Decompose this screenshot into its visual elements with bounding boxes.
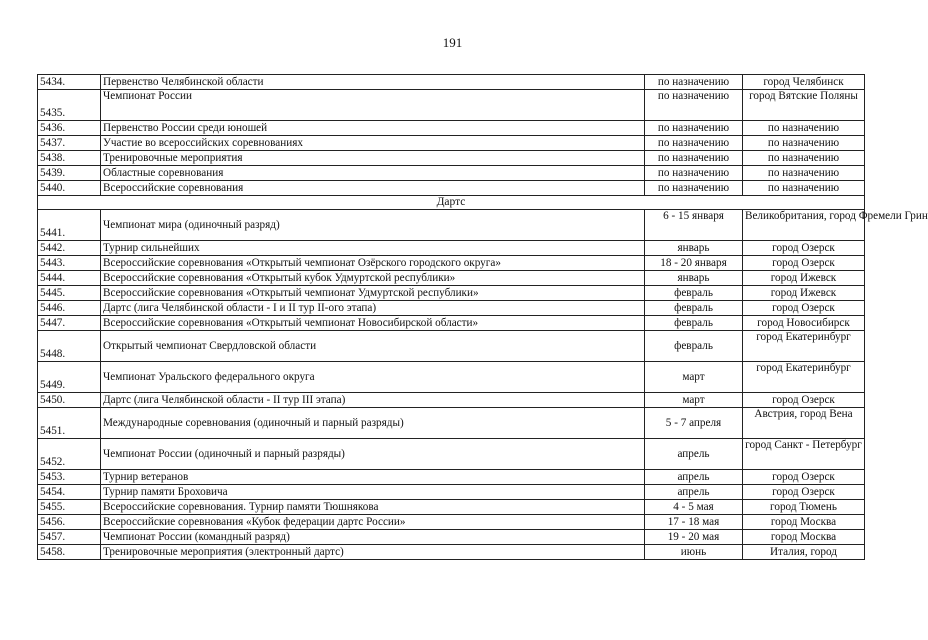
event-date: апрель (645, 470, 743, 485)
event-date: март (645, 362, 743, 393)
row-number: 5437. (38, 136, 101, 151)
table-row (38, 241, 865, 256)
event-place: город Озерск (743, 256, 865, 271)
table-row (38, 500, 865, 515)
table-row (38, 470, 865, 485)
event-place: по назначению (743, 136, 865, 151)
event-place: по назначению (743, 151, 865, 166)
table-row (38, 151, 865, 166)
row-number: 5445. (38, 286, 101, 301)
event-place: Италия, город (743, 545, 865, 560)
event-place: город Новосибирск (743, 316, 865, 331)
table-row (38, 271, 865, 286)
event-name: Всероссийские соревнования «Открытый чемпионат Озёрского городского округа» (101, 256, 645, 271)
event-date: февраль (645, 316, 743, 331)
event-date: 4 - 5 мая (645, 500, 743, 515)
event-date: 18 - 20 января (645, 256, 743, 271)
row-number: 5447. (38, 316, 101, 331)
event-place: город Екатеринбург (743, 331, 865, 362)
row-number: 5458. (38, 545, 101, 560)
event-place: город Екатеринбург (743, 362, 865, 393)
table-row (38, 136, 865, 151)
table-row (38, 90, 865, 121)
row-number: 5440. (38, 181, 101, 196)
event-name: Областные соревнования (101, 166, 645, 181)
row-number: 5451. (38, 408, 101, 439)
event-place: город Озерск (743, 470, 865, 485)
row-number: 5441. (38, 210, 101, 241)
table-row (38, 166, 865, 181)
event-name: Всероссийские соревнования «Открытый чемпионат Удмуртской республики» (101, 286, 645, 301)
table-row (38, 515, 865, 530)
event-place: город Озерск (743, 241, 865, 256)
event-place: Австрия, город Вена (743, 408, 865, 439)
row-number: 5449. (38, 362, 101, 393)
event-name: Чемпионат России (командный разряд) (101, 530, 645, 545)
section-title: Дартс (38, 196, 865, 210)
row-number: 5434. (38, 75, 101, 90)
table-row (38, 408, 865, 439)
event-date: апрель (645, 485, 743, 500)
event-place: город Тюмень (743, 500, 865, 515)
event-place: город Москва (743, 515, 865, 530)
event-name: Открытый чемпионат Свердловской области (101, 331, 645, 362)
event-name: Чемпионат России (одиночный и парный разряды) (101, 439, 645, 470)
event-name: Всероссийские соревнования «Открытый чемпионат Новосибирской области» (101, 316, 645, 331)
event-place: город Ижевск (743, 271, 865, 286)
table-row (38, 181, 865, 196)
table-row (38, 121, 865, 136)
event-date: по назначению (645, 181, 743, 196)
event-date: апрель (645, 439, 743, 470)
event-date: январь (645, 241, 743, 256)
event-date: по назначению (645, 136, 743, 151)
row-number: 5435. (38, 90, 101, 121)
event-place: город Санкт - Петербург (743, 439, 865, 470)
event-name: Турнир ветеранов (101, 470, 645, 485)
event-place: город Озерск (743, 485, 865, 500)
event-date: 6 - 15 января (645, 210, 743, 241)
table-row (38, 485, 865, 500)
table-row (38, 362, 865, 393)
event-date: 19 - 20 мая (645, 530, 743, 545)
row-number: 5438. (38, 151, 101, 166)
table-row (38, 331, 865, 362)
row-number: 5448. (38, 331, 101, 362)
event-place: по назначению (743, 181, 865, 196)
section-header (38, 196, 865, 210)
events-table (37, 74, 928, 560)
event-name: Первенство России среди юношей (101, 121, 645, 136)
table-row (38, 316, 865, 331)
row-number: 5443. (38, 256, 101, 271)
row-number: 5452. (38, 439, 101, 470)
event-name: Турнир сильнейших (101, 241, 645, 256)
event-name: Участие во всероссийских соревнованиях (101, 136, 645, 151)
event-date: 5 - 7 апреля (645, 408, 743, 439)
event-name: Первенство Челябинской области (101, 75, 645, 90)
section-row (38, 196, 865, 210)
event-name: Тренировочные мероприятия (электронный дартс) (101, 545, 645, 560)
event-date: март (645, 393, 743, 408)
event-place: город Озерск (743, 301, 865, 316)
event-name: Всероссийские соревнования (101, 181, 645, 196)
event-date: по назначению (645, 75, 743, 90)
table-row (38, 256, 865, 271)
events-table-body-bottom (38, 210, 928, 560)
table-row (38, 75, 865, 90)
event-name: Чемпионат России (101, 90, 645, 121)
event-date: июнь (645, 545, 743, 560)
page-number: 191 (442, 35, 463, 50)
event-date: по назначению (645, 151, 743, 166)
event-date: февраль (645, 331, 743, 362)
table-row (38, 439, 865, 470)
event-name: Чемпионат Уральского федерального округа (101, 362, 645, 393)
events-table-body-top (38, 75, 865, 196)
event-name: Турнир памяти Броховича (101, 485, 645, 500)
table-row (38, 545, 865, 560)
event-name: Всероссийские соревнования «Открытый кубок Удмуртской республики» (101, 271, 645, 286)
row-number: 5442. (38, 241, 101, 256)
table-row (38, 530, 865, 545)
event-date: по назначению (645, 121, 743, 136)
event-place: город Озерск (743, 393, 865, 408)
event-place: Великобритания, город Фремели Грин (743, 210, 865, 241)
row-number: 5450. (38, 393, 101, 408)
event-date: февраль (645, 286, 743, 301)
table-row (38, 286, 865, 301)
event-date: по назначению (645, 90, 743, 121)
event-name: Тренировочные мероприятия (101, 151, 645, 166)
event-place: по назначению (743, 121, 865, 136)
table-row (38, 210, 865, 241)
event-name: Дартс (лига Челябинской области - I и II тур II-ого этапа) (101, 301, 645, 316)
event-name: Международные соревнования (одиночный и парный разряды) (101, 408, 645, 439)
event-name: Всероссийские соревнования «Кубок федерации дартс России» (101, 515, 645, 530)
event-date: по назначению (645, 166, 743, 181)
row-number: 5455. (38, 500, 101, 515)
event-date: 17 - 18 мая (645, 515, 743, 530)
event-name: Чемпионат мира (одиночный разряд) (101, 210, 645, 241)
row-number: 5453. (38, 470, 101, 485)
table-row (38, 393, 865, 408)
event-date: январь (645, 271, 743, 286)
event-name: Всероссийские соревнования. Турнир памяти Тюшнякова (101, 500, 645, 515)
row-number: 5439. (38, 166, 101, 181)
table-row (38, 301, 865, 316)
event-place: город Ижевск (743, 286, 865, 301)
event-place: по назначению (743, 166, 865, 181)
event-place: город Вятские Поляны (743, 90, 865, 121)
row-number: 5446. (38, 301, 101, 316)
event-date: февраль (645, 301, 743, 316)
row-number: 5444. (38, 271, 101, 286)
row-number: 5457. (38, 530, 101, 545)
row-number: 5456. (38, 515, 101, 530)
row-number: 5436. (38, 121, 101, 136)
event-name: Дартс (лига Челябинской области - II тур III этапа) (101, 393, 645, 408)
event-place: город Челябинск (743, 75, 865, 90)
row-number: 5454. (38, 485, 101, 500)
event-place: город Москва (743, 530, 865, 545)
